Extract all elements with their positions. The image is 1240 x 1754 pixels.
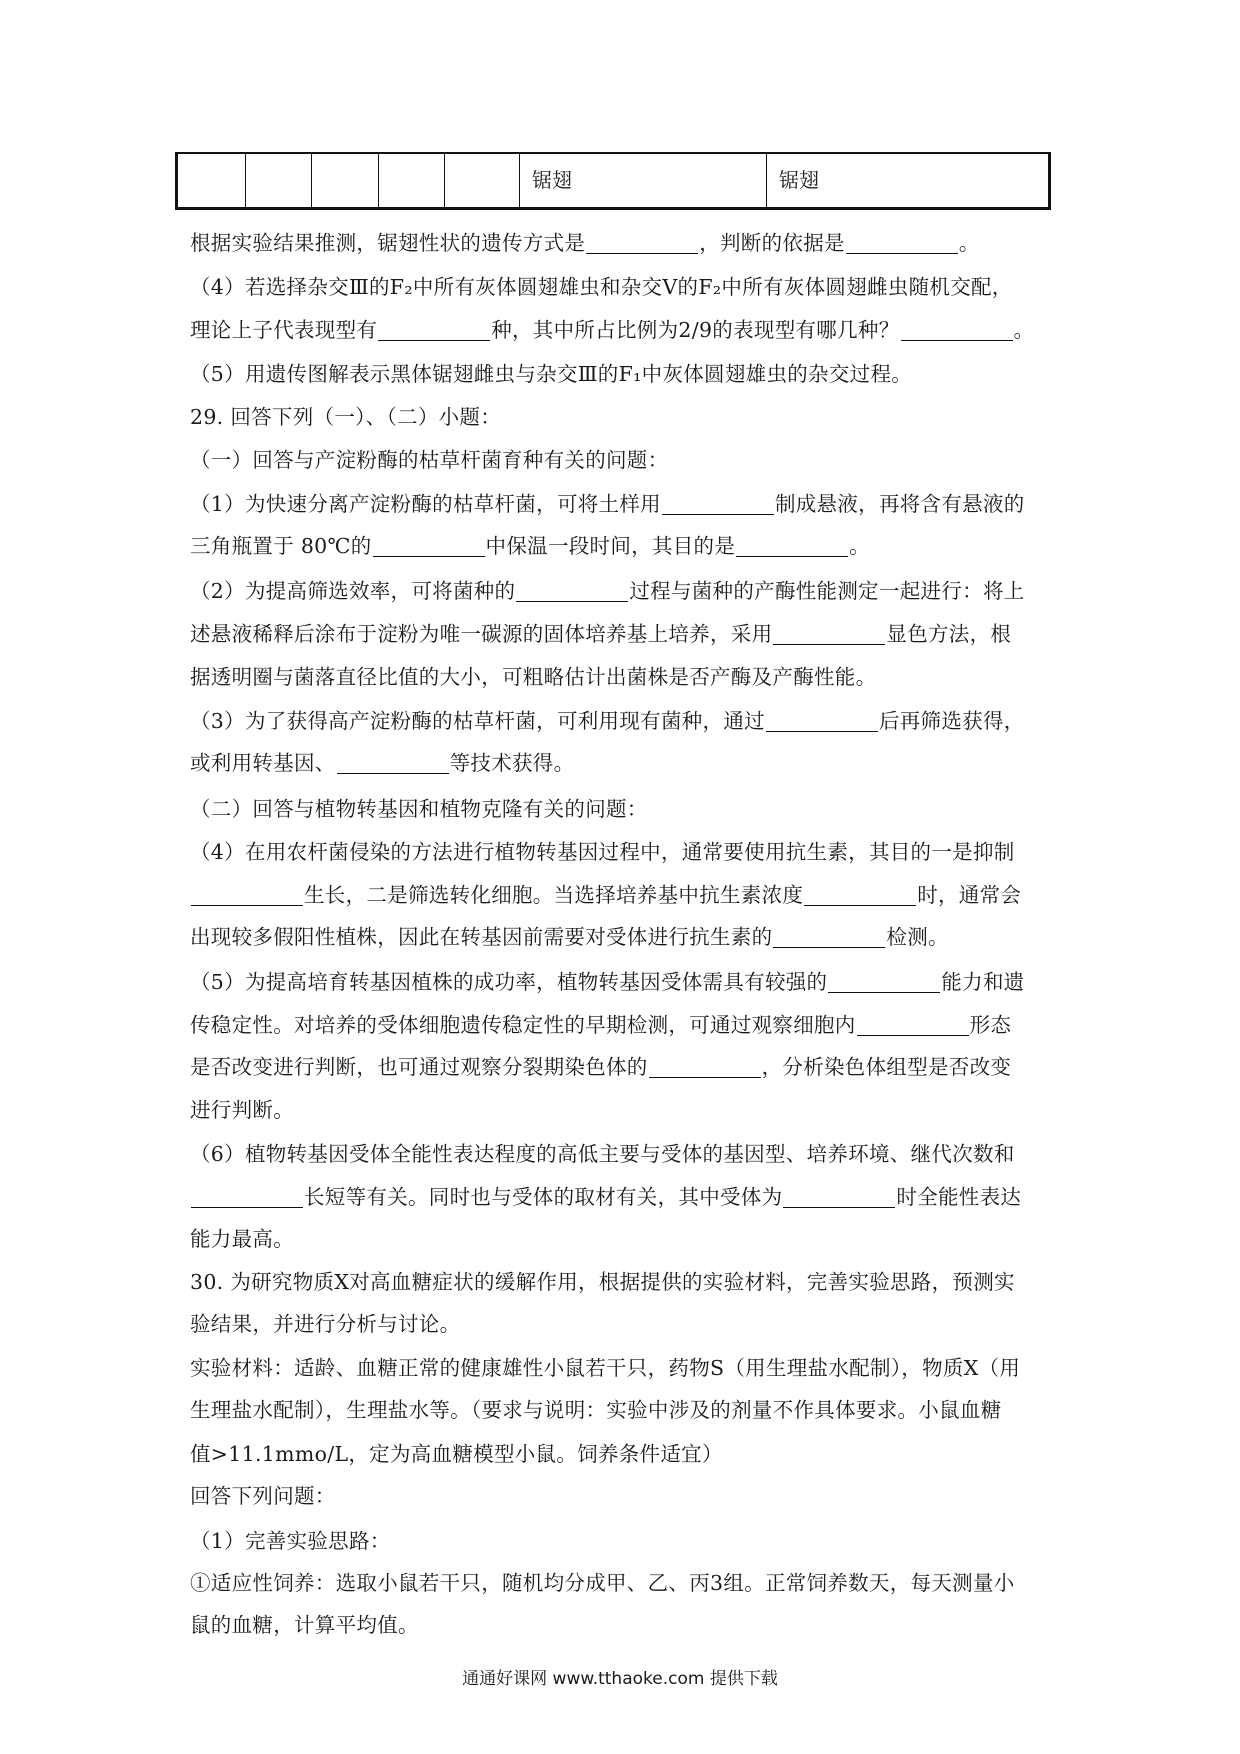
line-text: （1）为快速分离产淀粉酶的枯草杆菌，可将土样用 <box>190 492 661 516</box>
text-line <box>190 1479 336 1509</box>
text-line <box>190 1265 1015 1295</box>
table-cell: 锯翅 <box>779 168 819 192</box>
footer-watermark: 通通好课网 www.tthaoke.com 提供下载 <box>462 1669 778 1689</box>
text-line <box>190 357 912 387</box>
line-text: 是否改变进行判断，也可通过观察分裂期染色体的 <box>190 1055 648 1079</box>
line-text: 形态 <box>969 1013 1012 1037</box>
text-line <box>190 965 1025 995</box>
line-text: （1）完善实验思路： <box>190 1529 391 1553</box>
text-line <box>190 270 1013 300</box>
table-cell: 锯翅 <box>520 154 767 207</box>
answer-blank[interactable] <box>373 536 485 557</box>
text-line <box>190 1137 1015 1167</box>
text-line <box>190 746 574 776</box>
answer-blank[interactable] <box>516 581 628 602</box>
answer-blank[interactable] <box>378 320 490 341</box>
text-line <box>190 1222 294 1252</box>
line-text: 据透明圈与菌落直径比值的大小，可粗略估计出菌株是否产酶及产酶性能。 <box>190 665 877 689</box>
line-text: 。 <box>958 231 980 255</box>
answer-blank[interactable] <box>804 885 916 906</box>
text-line <box>190 1608 419 1638</box>
table-cell <box>379 154 445 207</box>
answer-blank[interactable] <box>828 972 940 993</box>
answer-blank[interactable] <box>736 536 848 557</box>
line-text: 验结果，并进行分析与讨论。 <box>190 1312 461 1336</box>
line-text: 检测。 <box>886 925 949 949</box>
line-text: （2）为提高筛选效率，可将菌种的 <box>190 579 516 603</box>
answer-blank[interactable] <box>766 711 878 732</box>
line-text: ，判断的依据是 <box>699 231 845 255</box>
data-table <box>175 152 1051 210</box>
text-line <box>190 313 1034 343</box>
line-text: 鼠的血糖，计算平均值。 <box>190 1613 419 1637</box>
text-line <box>190 617 1011 647</box>
line-text: （5）用遗传图解表示黑体锯翅雌虫与杂交Ⅲ的F₁中灰体圆翅雄虫的杂交过程。 <box>190 362 913 386</box>
line-text: 制成悬液，再将含有悬液的 <box>774 492 1025 516</box>
text-line <box>190 1307 460 1337</box>
text-line <box>190 835 1015 865</box>
answer-blank[interactable] <box>649 1057 761 1078</box>
line-text: （5）为提高培育转基因植株的成功率，植物转基因受体需具有较强的 <box>190 970 828 994</box>
answer-blank[interactable] <box>586 233 698 254</box>
line-text: 能力最高。 <box>190 1227 294 1251</box>
table-cell <box>246 154 312 207</box>
line-text: 30. 为研究物质X对高血糖症状的缓解作用，根据提供的实验材料，完善实验思路，预测实 <box>190 1270 1015 1294</box>
line-text: （4）若选择杂交Ⅲ的F₂中所有灰体圆翅雄虫和杂交Ⅴ的F₂中所有灰体圆翅雌虫随机交配， <box>190 275 1013 299</box>
line-text: 过程与菌种的产酶性能测定一起进行：将上 <box>629 579 1025 603</box>
line-text: 实验材料：适龄、血糖正常的健康雄性小鼠若干只，药物S（用生理盐水配制），物质X（用 <box>190 1356 1021 1380</box>
line-text: 29. 回答下列（一）、（二）小题： <box>190 405 502 429</box>
line-text: 述悬液稀释后涂布于淀粉为唯一碳源的固体培养基上培养，采用 <box>190 622 773 646</box>
line-text: ①适应性饲养：选取小鼠若干只，随机均分成甲、乙、丙3组。正常饲养数天，每天测量小 <box>190 1571 1015 1595</box>
text-line <box>190 443 668 473</box>
table-cell <box>312 154 379 207</box>
line-text: （4）在用农杆菌侵染的方法进行植物转基因过程中，通常要使用抗生素，其目的一是抑制 <box>190 840 1015 864</box>
line-text: 生长，二是筛选转化细胞。当选择培养基中抗生素浓度 <box>304 883 804 907</box>
answer-blank[interactable] <box>783 1187 895 1208</box>
text-line <box>190 1050 1011 1080</box>
text-line <box>190 400 501 430</box>
text-line <box>190 1008 1011 1038</box>
line-text: 长短等有关。同时也与受体的取材有关，其中受体为 <box>304 1185 783 1209</box>
answer-blank[interactable] <box>846 233 958 254</box>
line-text: （二）回答与植物转基因和植物克隆有关的问题： <box>190 797 648 821</box>
line-text: 种，其中所占比例为2/9的表现型有哪几种？ <box>491 318 900 342</box>
text-line <box>190 574 1025 604</box>
line-text: 三角瓶置于 80℃的 <box>190 534 372 558</box>
answer-blank[interactable] <box>191 885 303 906</box>
text-line <box>190 226 980 256</box>
text-line <box>190 792 648 822</box>
text-line <box>190 878 1021 908</box>
text-line <box>190 660 876 690</box>
line-text: 显色方法，根 <box>886 622 1012 646</box>
line-text: （6）植物转基因受体全能性表达程度的高低主要与受体的基因型、培养环境、继代次数和 <box>190 1142 1015 1166</box>
line-text: 等技术获得。 <box>449 751 575 775</box>
line-text: 进行判断。 <box>190 1098 294 1122</box>
line-text: 。 <box>1013 318 1035 342</box>
text-line <box>190 1180 1021 1210</box>
line-text: （3）为了获得高产淀粉酶的枯草杆菌，可利用现有菌种，通过 <box>190 709 765 733</box>
line-text: 生理盐水配制），生理盐水等。（要求与说明：实验中涉及的剂量不作具体要求。小鼠血糖 <box>190 1398 1002 1422</box>
text-line <box>190 920 949 950</box>
answer-blank[interactable] <box>662 494 774 515</box>
line-text: ，分析染色体组型是否改变 <box>761 1055 1012 1079</box>
table-cell <box>178 154 246 207</box>
answer-blank[interactable] <box>773 624 885 645</box>
answer-blank[interactable] <box>191 1187 303 1208</box>
answer-blank[interactable] <box>901 320 1013 341</box>
text-line <box>190 1524 391 1554</box>
table-cell <box>445 154 520 207</box>
line-text: 理论上子代表现型有 <box>190 318 378 342</box>
line-text: 或利用转基因、 <box>190 751 336 775</box>
line-text: 根据实验结果推测，锯翅性状的遗传方式是 <box>190 231 586 255</box>
line-text: 时全能性表达 <box>896 1185 1022 1209</box>
line-text: 中保温一段时间，其目的是 <box>485 534 736 558</box>
line-text: （一）回答与产淀粉酶的枯草杆菌育种有关的问题： <box>190 448 669 472</box>
text-line <box>190 1393 1002 1423</box>
line-text: 后再筛选获得， <box>878 709 1025 733</box>
answer-blank[interactable] <box>337 753 449 774</box>
answer-blank[interactable] <box>773 927 885 948</box>
line-text: 出现较多假阳性植株，因此在转基因前需要对受体进行抗生素的 <box>190 925 773 949</box>
text-line <box>190 1566 1015 1596</box>
line-text: 回答下列问题： <box>190 1484 336 1508</box>
line-text: 传稳定性。对培养的受体细胞遗传稳定性的早期检测，可通过观察细胞内 <box>190 1013 856 1037</box>
text-line <box>190 1351 1020 1381</box>
text-line <box>190 487 1025 517</box>
line-text: 值>11.1mmo/L，定为高血糖模型小鼠。饲养条件适宜） <box>190 1442 723 1466</box>
line-text: 时，通常会 <box>917 883 1022 907</box>
line-text: 能力和遗 <box>941 970 1025 994</box>
text-line <box>190 704 1025 734</box>
line-text: 。 <box>849 534 870 558</box>
text-line <box>190 529 870 559</box>
answer-blank[interactable] <box>857 1015 969 1036</box>
text-line <box>190 1437 723 1467</box>
text-line <box>190 1093 294 1123</box>
